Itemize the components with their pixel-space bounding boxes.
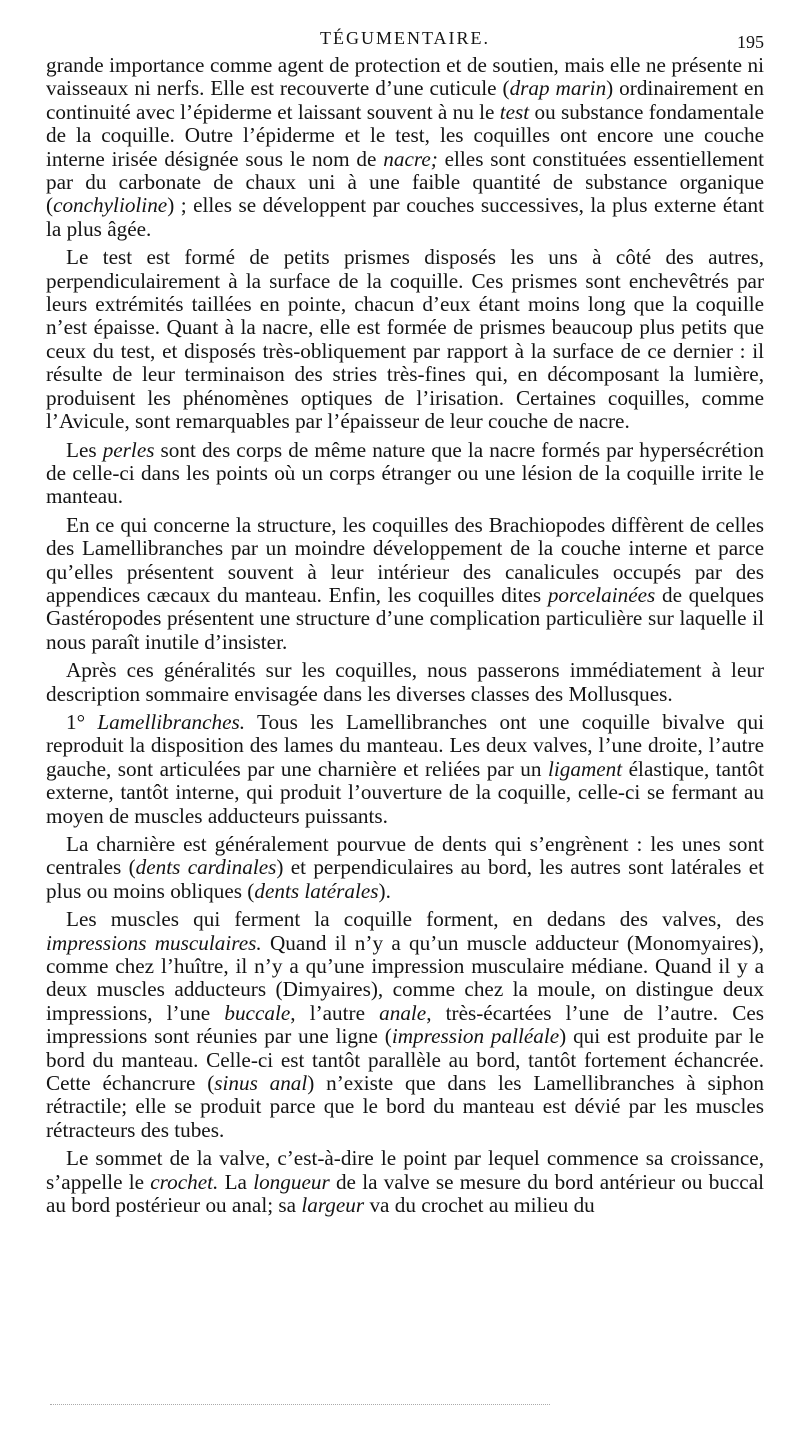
italic-term: longueur xyxy=(253,1169,330,1194)
text-run: ). xyxy=(378,878,391,903)
italic-term: anale xyxy=(379,1000,427,1025)
text-run: ) qui est produite par le bord du manteau. Celle-ci est tantôt parallèle au bord, tantôt fortement échancrée. Cette échancrure ( xyxy=(46,1024,764,1096)
text-run: , très-écartées l’une de l’autre. Ces impressions sont réunies par une ligne ( xyxy=(46,1000,764,1049)
italic-term: conchylioline xyxy=(53,193,168,218)
text-run: de la valve se mesure du bord antérieur ou buccal au bord postérieur ou anal; sa xyxy=(46,1169,764,1218)
paragraph xyxy=(46,908,764,1142)
italic-term: test xyxy=(499,99,530,124)
text-run: La xyxy=(218,1169,254,1194)
text-run: 1° xyxy=(66,709,98,734)
italic-term: ligament xyxy=(548,756,623,781)
text-run: Après ces généralités sur les coquilles, nous passerons immédiatement à leur description sommaire envisagée dans les diverses classes des Mollusques. xyxy=(46,658,764,706)
text-run: va du crochet au milieu du xyxy=(364,1193,595,1218)
italic-term: sinus anal xyxy=(214,1071,308,1096)
italic-term: dents latérales xyxy=(254,878,379,903)
book-page xyxy=(46,22,764,1218)
italic-term: Lamellibranches. xyxy=(97,709,246,734)
body-text xyxy=(46,54,764,1218)
text-run: sont des corps de même nature que la nacre formés par hypersécrétion de celle-ci dans les points où un corps étranger ou une lésion de la coquille irrite le manteau. xyxy=(46,437,764,509)
italic-term: largeur xyxy=(301,1193,365,1218)
running-title: TÉGUMENTAIRE. xyxy=(319,28,491,48)
text-run: élastique, tantôt externe, tantôt interne, qui produit l’ouverture de la coquille, celle-ci se fermant au moyen de muscles adducteurs puissants. xyxy=(46,756,764,828)
italic-term: drap marin xyxy=(509,76,607,101)
italic-term: nacre; xyxy=(383,146,438,171)
text-run: ) ; elles se développent par couches successives, la plus externe étant la plus âgée. xyxy=(46,193,764,241)
paragraph xyxy=(46,659,764,706)
text-run: ) et perpendiculaires au bord, les autres sont latérales et plus ou moins obliques ( xyxy=(46,855,764,903)
text-run: Les muscles qui ferment la coquille forment, en dedans des valves, des xyxy=(66,907,764,932)
italic-term: impressions musculaires. xyxy=(46,930,262,955)
paragraph xyxy=(46,711,764,828)
paragraph xyxy=(46,514,764,654)
page-number: 195 xyxy=(737,32,764,52)
paragraph xyxy=(46,246,764,433)
text-run: Tous les Lamellibranches ont une coquille bivalve qui reproduit la disposition des lames du manteau. Les deux valves, l’une droite, l’autre gauche, sont articulées par une charnière et reliées par un xyxy=(46,709,764,781)
bottom-scan-noise xyxy=(50,1404,550,1406)
text-run: La charnière est généralement pourvue de dents qui s’engrènent : les unes sont centrales ( xyxy=(46,832,764,880)
text-run: ) ordinairement en continuité avec l’épiderme et laissant souvent à nu le xyxy=(46,76,764,124)
running-head xyxy=(46,22,764,54)
text-run: ou substance fondamentale de la coquille. Outre l’épiderme et le test, les coquilles ont encore une couche interne irisée désignée sous le nom de xyxy=(46,99,765,171)
paragraph xyxy=(46,54,764,241)
text-run: elles sont constituées essentiellement par du carbonate de chaux uni à une faible quantité de substance organique ( xyxy=(46,146,764,218)
paragraph xyxy=(46,833,764,903)
text-run: , l’autre xyxy=(290,1000,380,1025)
text-run: ) n’existe que dans les Lamellibranches à siphon rétractile; elle se produit parce que le bord du manteau est dévié par les muscles rétracteurs des tubes. xyxy=(46,1071,765,1142)
text-run: Le sommet de la valve, c’est-à-dire le point par lequel commence sa croissance, s’appelle le xyxy=(46,1146,764,1194)
paragraph xyxy=(46,439,764,509)
text-run: Les xyxy=(66,437,103,462)
italic-term: impression palléale xyxy=(391,1024,560,1049)
italic-term: buccale xyxy=(224,1000,291,1025)
paragraph xyxy=(46,1147,764,1217)
text-run: grande importance comme agent de protection et de soutien, mais elle ne présente ni vaisseaux ni nerfs. Elle est recouverte d’une cuticule ( xyxy=(46,53,764,101)
text-run: Quand il n’y a qu’un muscle adducteur (Monomyaires), comme chez l’huître, il n’y a qu’une impression musculaire médiane. Quand il y a deux muscles adducteurs (Dimyaires), comme chez la moule, on distingue deux impressions, l’une xyxy=(46,930,764,1025)
italic-term: dents cardinales xyxy=(135,855,277,880)
italic-term: crochet. xyxy=(150,1169,219,1194)
italic-term: perles xyxy=(102,437,155,462)
italic-term: porcelainées xyxy=(547,582,656,607)
text-run: Le test est formé de petits prismes disposés les uns à côté des autres, perpendiculairement à la surface de la coquille. Ces prismes sont enchevêtrés par leurs extrémités taillées en pointe, chacun d’eux étant moins long que la coquille n’est épaisse. Quant à la nacre, elle est formée de prismes beaucoup plus petits que ceux du test, et disposés très-obliquement par rapport à la surface de ce dernier : il résulte de leur terminaison des stries très-fines qui, en décomposant la lumière, produisent les phénomènes optiques de l’irisation. Certaines coquilles, comme l’Avicule, sont remarquables par l’épaisseur de leur couche de nacre. xyxy=(46,245,764,434)
text-run: de quelques Gastéropodes présentent une structure d’une complication particulière sur laquelle il nous paraît inutile d’insister. xyxy=(46,582,764,654)
text-run: En ce qui concerne la structure, les coquilles des Brachiopodes diffèrent de celles des Lamellibranches par un moindre développement de la couche interne et parce qu’elles présentent souvent à leur intérieur des canalicules occupés par des appendices cæcaux du manteau. Enfin, les coquilles dites xyxy=(46,512,764,607)
